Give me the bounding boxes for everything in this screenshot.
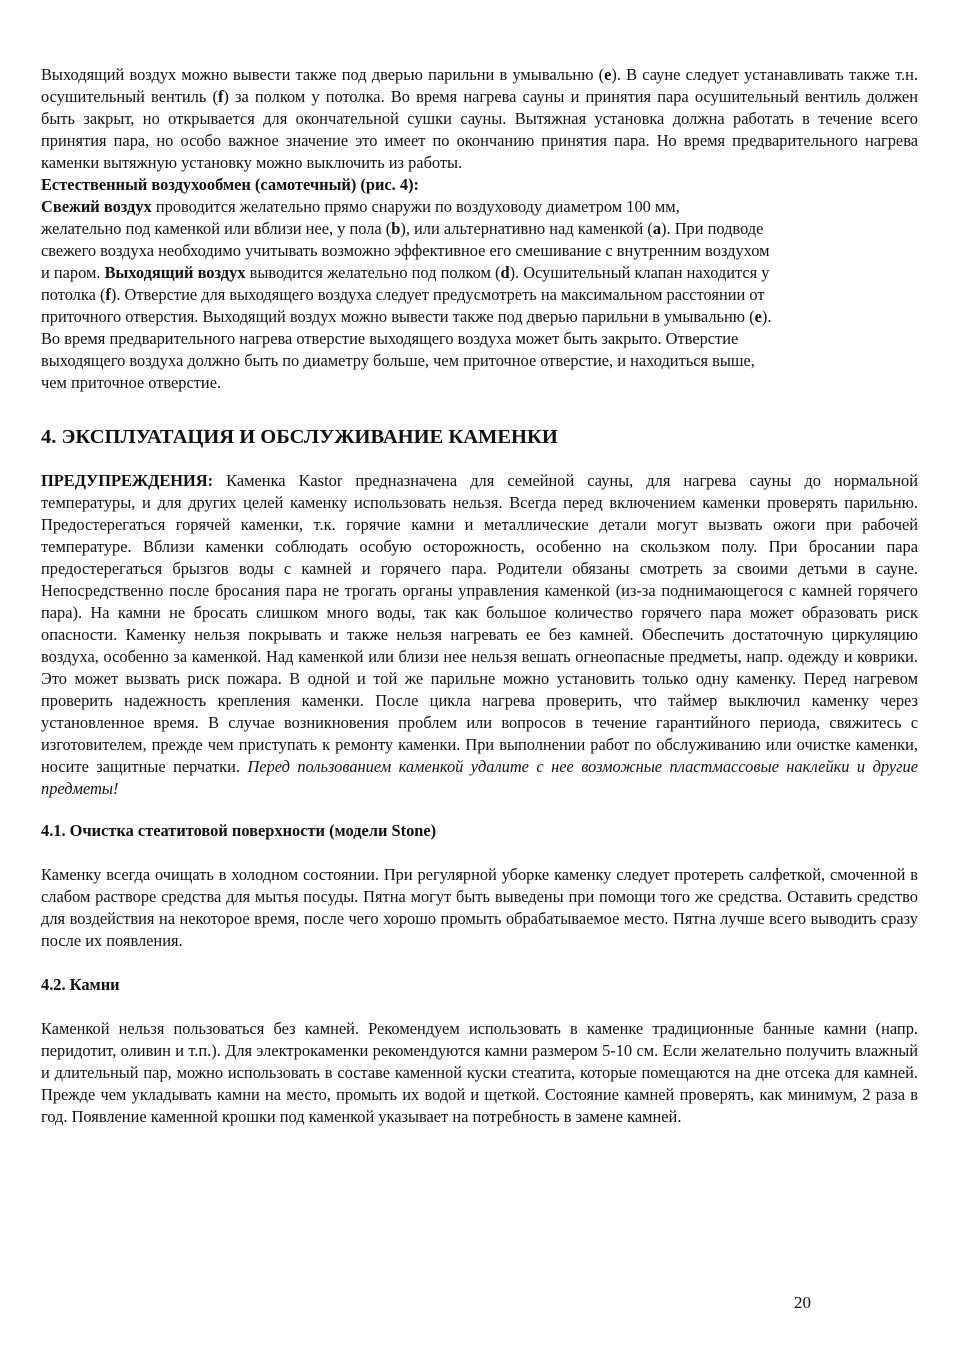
text-run: потолка ( bbox=[41, 285, 106, 304]
stones-paragraph: Каменкой нельзя пользоваться без камней. Рекомендуем использовать в каменке традиционные банные камни (напр. перидотит, оливин и т.п.). Для электрокаменки рекомендуются камни размером 5-10 см. Если желательно получить влажный и длительный пар, можно использовать в составе каменной куски стеатита, которые помещаются на дне отсека для камней. Прежде чем укладывать камни на место, промыть их водой и щеткой. Состояние камней проверять, как минимум, 2 раза в год. Появление каменной крошки под каменкой указывает на потребность в замене камней. bbox=[41, 1019, 918, 1126]
spacer bbox=[41, 800, 918, 820]
cleaning-paragraph: Каменку всегда очищать в холодном состоянии. При регулярной уборке каменку следует протереть салфеткой, смоченной в слабом растворе средства для мытья посуды. Пятна могут быть выведены при помощи того же средства. Оставить средство для воздействия на некоторое время, после чего хорошо промыть обрабатываемое место. Пятна лучше всего выводить сразу после их появления. bbox=[41, 865, 918, 950]
text-line: свежего воздуха необходимо учитывать возможно эффективное его смешивание с внутренним воздухом bbox=[41, 241, 770, 260]
spacer bbox=[41, 952, 918, 974]
text-line bbox=[41, 284, 918, 306]
fresh-air-label: Свежий воздух bbox=[41, 197, 152, 216]
text-run: ), или альтернативно над каменкой ( bbox=[400, 219, 653, 238]
section-4-1-title: 4.1. Очистка стеатитовой поверхности (модели Stone) bbox=[41, 821, 437, 840]
natural-ventilation-heading: Естественный воздухообмен (самотечный) (рис. 4): bbox=[41, 175, 419, 194]
text-run: ). В сауне следует устанавливать также т.н. осушительный вентиль ( bbox=[41, 65, 918, 106]
text-line: выходящего воздуха должно быть по диаметру больше, чем приточное отверстие, и находиться выше, bbox=[41, 351, 755, 370]
section-4-2-title: 4.2. Камни bbox=[41, 975, 120, 994]
warnings-paragraph bbox=[41, 470, 918, 800]
italic-warning: Перед пользованием каменкой удалите с нее возможные пластмассовые наклейки и другие предметы! bbox=[41, 757, 918, 798]
exit-air-label: Выходящий воздух bbox=[104, 263, 246, 282]
text-line bbox=[41, 218, 918, 240]
text-run: ). bbox=[761, 307, 772, 326]
text-run: Выходящий воздух можно вывести также под дверью парильни в умывальню ( bbox=[41, 65, 605, 84]
text-run: ). Осушительный клапан находится у bbox=[509, 263, 770, 282]
text-line: Во время предварительного нагрева отверстие выходящего воздуха может быть закрыто. Отверстие bbox=[41, 329, 739, 348]
page-number: 20 bbox=[794, 1293, 811, 1312]
spacer bbox=[41, 842, 918, 864]
bold-letter: d bbox=[500, 263, 510, 282]
bold-letter: e bbox=[604, 65, 612, 84]
bold-letter: e bbox=[754, 307, 762, 326]
text-run: ) за полком у потолка. Во время нагрева сауны и принятия пара осушительный вентиль должен быть закрыт, но открывается для окончательной сушки сауны. Вытяжная установка должна работать в течение всего принятия пара, но особо важное значение это имеет по окончанию принятия пара. Но время предварительного нагрева каменки вытяжную установку можно выключить из работы. bbox=[41, 87, 918, 172]
text-run: ). Отверстие для выходящего воздуха следует предусмотреть на максимальном расстоянии от bbox=[110, 285, 765, 304]
ventilation-paragraph bbox=[41, 64, 918, 174]
text-line bbox=[41, 306, 918, 328]
natural-ventilation-text bbox=[41, 196, 918, 394]
bold-letter: a bbox=[652, 219, 662, 238]
text-run: и паром. bbox=[41, 263, 105, 282]
text-run: проводится желательно прямо снаружи по воздуховоду диаметром 100 мм, bbox=[151, 197, 680, 216]
section-4-title: 4. ЭКСПЛУАТАЦИЯ И ОБСЛУЖИВАНИЕ КАМЕНКИ bbox=[41, 426, 558, 448]
bold-letter: f bbox=[105, 285, 111, 304]
spacer bbox=[41, 996, 918, 1018]
text-run: ). При подводе bbox=[661, 219, 764, 238]
warnings-label: ПРЕДУПРЕЖДЕНИЯ: bbox=[41, 471, 214, 490]
text-line bbox=[41, 196, 918, 218]
document-page bbox=[41, 64, 918, 1128]
bold-letter: f bbox=[217, 87, 224, 106]
text-run: желательно под каменкой или вблизи нее, у пола ( bbox=[41, 219, 392, 238]
text-run: выводится желательно под полком ( bbox=[245, 263, 501, 282]
text-run: приточного отверстия. Выходящий воздух можно вывести также под дверью парильни в умывальню ( bbox=[41, 307, 755, 326]
text-line: чем приточное отверстие. bbox=[41, 373, 222, 392]
text-line bbox=[41, 262, 918, 284]
bold-letter: b bbox=[391, 219, 401, 238]
text-run: Каменка Kastor предназначена для семейной сауны, для нагрева сауны до нормальной температуры, и для других целей каменку использовать нельзя. Всегда перед включением каменки проверять парильню. Предостерегаться горячей каменки, т.к. горячие камни и металлические детали могут вызвать ожоги при рабочей температуре. Вблизи каменки соблюдать особую осторожность, особенно на скользком полу. При бросании пара предостерегаться брызгов воды с камней и горячего пара. Родители обязаны смотреть за своими детьми в сауне. Непосредственно после бросания пара не трогать органы управления каменкой (из-за поднимающегося с камней горячего пара). На камни не бросать слишком много воды, так как большое количество горячего пара может образовать риск опасности. Каменку нельзя покрывать и также нельзя нагревать ее без камней. Обеспечить достаточную циркуляцию воздуха, особенно за каменкой. Над каменкой или близи нее нельзя вешать огнеопасные предметы, напр. одежду и коврики. Это может вызвать риск пожара. В одной и той же парильне можно установить только одну каменку. Перед нагревом проверить надежность крепления каменки. После цикла нагрева проверить, что таймер выключил каменку через установленное время. В случае возникновения проблем или вопросов в течение гарантийного периода, свяжитесь с изготовителем, прежде чем приступать к ремонту каменки. При выполнении работ по обслуживанию или очистке каменки, носите защитные перчатки. bbox=[41, 471, 918, 776]
